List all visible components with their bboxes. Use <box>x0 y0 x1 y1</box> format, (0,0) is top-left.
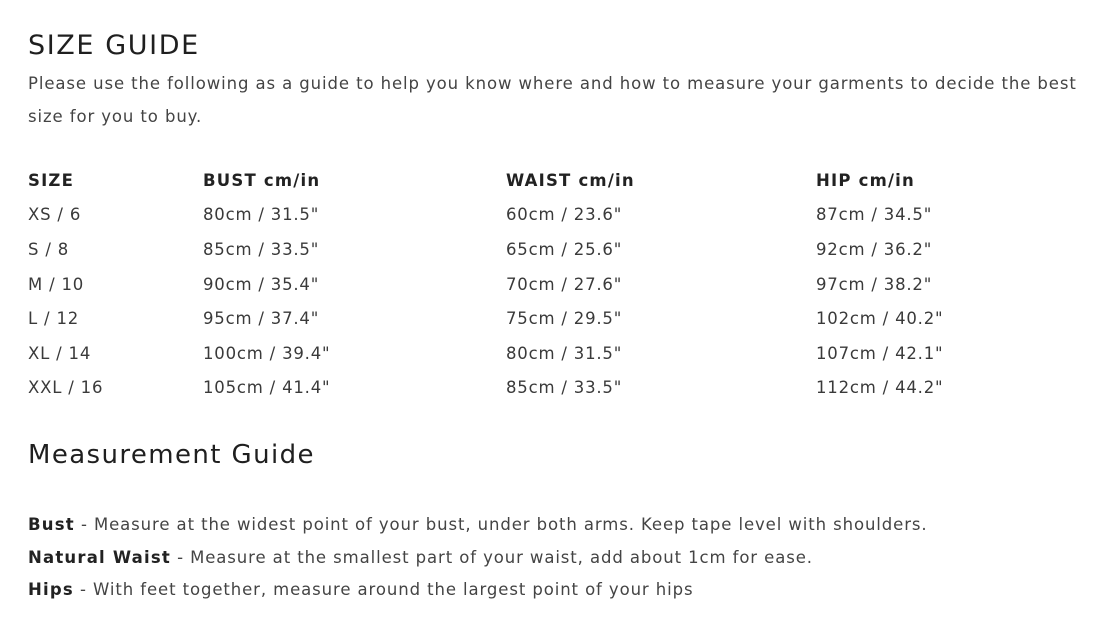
measurement-guide-title: Measurement Guide <box>28 440 315 470</box>
table-row <box>28 198 1076 233</box>
size-cell: XL / 14 <box>28 343 92 363</box>
hip-cell: 102cm / 40.2" <box>816 309 944 329</box>
waist-cell: 65cm / 25.6" <box>506 239 623 259</box>
bust-cell: 90cm / 35.4" <box>203 274 320 294</box>
bust-cell: 100cm / 39.4" <box>203 343 331 363</box>
table-row <box>28 232 1076 267</box>
hip-cell: 97cm / 38.2" <box>816 274 933 294</box>
hip-cell: 92cm / 36.2" <box>816 239 933 259</box>
size-cell: XS / 6 <box>28 205 82 225</box>
guide-description: - With feet together, measure around the largest point of your hips <box>73 580 694 600</box>
bust-cell: 95cm / 37.4" <box>203 309 320 329</box>
bust-cell: 85cm / 33.5" <box>203 239 320 259</box>
measurement-guide-list <box>28 509 1088 607</box>
intro-text: Please use the following as a guide to help you know where and how to measure your garments to decide the best size for you to buy. <box>28 74 1077 126</box>
header-bust: BUST cm/in <box>203 170 321 190</box>
table-row <box>28 371 1076 406</box>
size-cell: M / 10 <box>28 274 85 294</box>
guide-description: - Measure at the widest point of your bust, under both arms. Keep tape level with shoulders. <box>74 515 928 534</box>
size-cell: L / 12 <box>28 309 80 329</box>
size-cell: S / 8 <box>28 239 70 259</box>
table-header-row <box>28 163 1076 198</box>
hip-cell: 107cm / 42.1" <box>816 343 944 363</box>
size-cell: XXL / 16 <box>28 378 104 398</box>
bust-cell: 80cm / 31.5" <box>203 205 320 225</box>
guide-item-bust <box>28 509 1088 542</box>
table-row <box>28 267 1076 302</box>
header-hip: HIP cm/in <box>816 170 915 190</box>
guide-term: Natural Waist <box>28 547 171 567</box>
guide-description: - Measure at the smallest part of your waist, add about 1cm for ease. <box>170 547 813 567</box>
hip-cell: 87cm / 34.5" <box>816 205 933 225</box>
size-table <box>28 163 1076 405</box>
waist-cell: 60cm / 23.6" <box>506 205 623 225</box>
waist-cell: 85cm / 33.5" <box>506 378 623 398</box>
table-row <box>28 301 1076 336</box>
guide-item-natural-waist <box>28 542 1088 575</box>
waist-cell: 70cm / 27.6" <box>506 274 623 294</box>
page-title: SIZE GUIDE <box>28 30 200 61</box>
guide-term: Bust <box>28 515 75 534</box>
header-waist: WAIST cm/in <box>506 170 635 190</box>
waist-cell: 80cm / 31.5" <box>506 343 623 363</box>
table-row <box>28 336 1076 371</box>
waist-cell: 75cm / 29.5" <box>506 309 623 329</box>
bust-cell: 105cm / 41.4" <box>203 378 331 398</box>
guide-item-hips <box>28 574 1088 607</box>
header-size: SIZE <box>28 170 75 190</box>
guide-term: Hips <box>28 580 74 600</box>
hip-cell: 112cm / 44.2" <box>816 378 944 398</box>
